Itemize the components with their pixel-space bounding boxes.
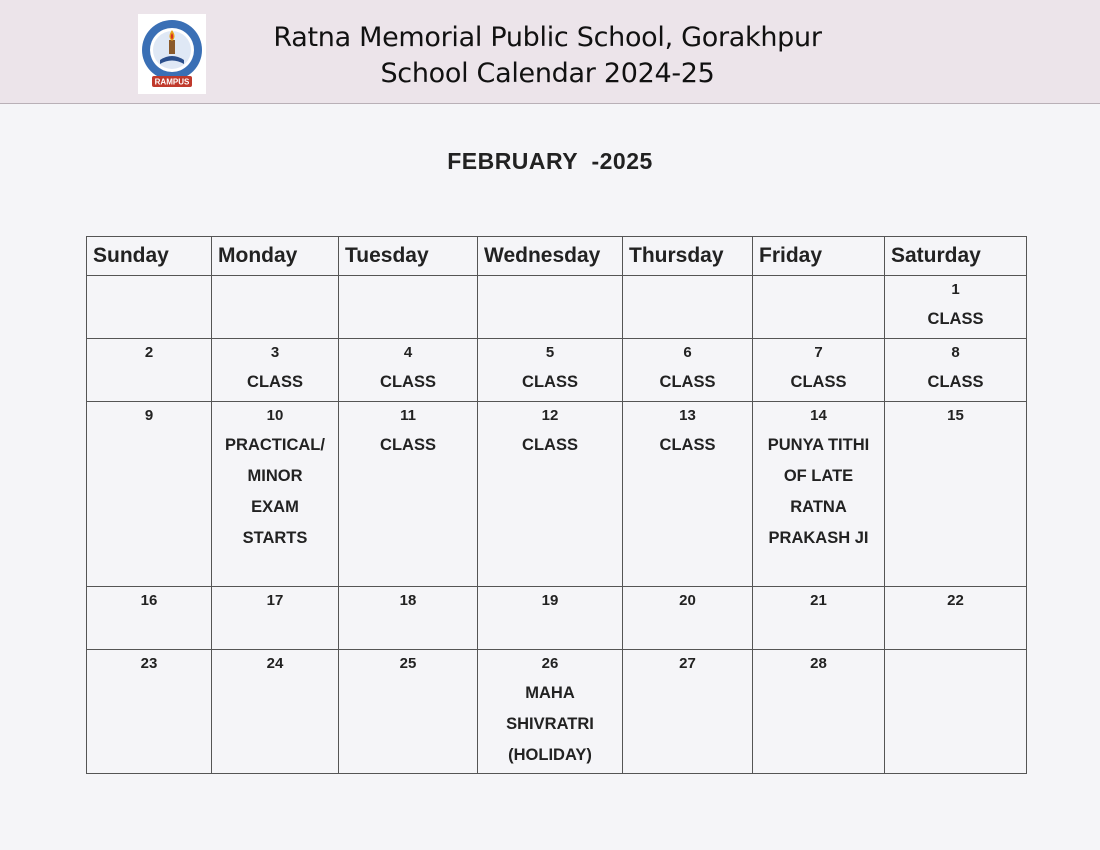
day-event-line: PRACTICAL/ xyxy=(225,436,325,454)
day-number: 22 xyxy=(947,592,964,609)
day-event-line: PUNYA TITHI xyxy=(767,436,870,454)
day-event-line: EXAM xyxy=(251,498,299,516)
calendar-day-cell xyxy=(885,650,1027,774)
day-number: 11 xyxy=(400,407,416,424)
calendar-day-cell xyxy=(623,402,753,587)
day-number: 7 xyxy=(814,344,823,361)
day-number: 6 xyxy=(683,344,692,361)
calendar-day-cell xyxy=(339,650,478,774)
calendar-day-cell xyxy=(623,587,753,650)
day-number: 20 xyxy=(679,592,696,609)
day-event-note xyxy=(623,430,752,461)
day-event-line: SHIVRATRI xyxy=(506,715,594,733)
day-event-line: PRAKASH JI xyxy=(768,529,869,547)
day-number: 1 xyxy=(951,281,960,298)
weekday-monday: Monday xyxy=(212,237,339,276)
calendar-day-cell xyxy=(753,650,885,774)
calendar-day-cell xyxy=(623,276,753,339)
day-event-line: MINOR xyxy=(247,467,303,485)
calendar-day-cell xyxy=(885,339,1027,402)
day-number: 17 xyxy=(266,592,284,609)
day-event-note xyxy=(339,367,477,398)
calendar-day-cell xyxy=(87,587,212,650)
calendar-day-cell xyxy=(885,587,1027,650)
calendar-day-cell xyxy=(753,339,885,402)
day-number: 8 xyxy=(951,344,960,361)
calendar-title: School Calendar 2024-25 xyxy=(380,58,715,89)
calendar-week-row xyxy=(87,276,1027,339)
calendar-week-row xyxy=(87,339,1027,402)
calendar-day-cell xyxy=(87,276,212,339)
day-number: 16 xyxy=(140,592,158,609)
day-number: 4 xyxy=(403,344,413,361)
day-event-note xyxy=(885,304,1026,335)
weekday-header-row xyxy=(87,237,1027,276)
calendar-day-cell xyxy=(623,339,753,402)
day-event-note xyxy=(212,430,338,554)
calendar-day-cell xyxy=(478,587,623,650)
calendar-day-cell xyxy=(885,402,1027,587)
weekday-saturday: Saturday xyxy=(885,237,1027,276)
weekday-thursday: Thursday xyxy=(623,237,753,276)
calendar-week-row xyxy=(87,650,1027,774)
weekday-tuesday: Tuesday xyxy=(339,237,478,276)
day-number: 3 xyxy=(270,344,280,361)
calendar-day-cell xyxy=(753,276,885,339)
calendar-day-cell xyxy=(87,650,212,774)
day-event-line: CLASS xyxy=(659,436,716,454)
header-titles xyxy=(210,20,885,92)
day-number: 24 xyxy=(266,655,284,672)
day-event-line: CLASS xyxy=(659,373,716,391)
calendar-day-cell xyxy=(87,339,212,402)
weekday-sunday: Sunday xyxy=(87,237,212,276)
day-number: 9 xyxy=(144,407,154,424)
day-number: 25 xyxy=(399,655,417,672)
day-number: 28 xyxy=(810,655,827,672)
calendar-day-cell xyxy=(87,402,212,587)
day-event-line: MAHA xyxy=(525,684,575,702)
day-number: 2 xyxy=(144,344,154,361)
day-number: 12 xyxy=(541,407,559,424)
day-number: 27 xyxy=(679,655,696,672)
calendar-day-cell xyxy=(478,402,623,587)
calendar-day-cell xyxy=(478,650,623,774)
day-number: 26 xyxy=(541,655,559,672)
calendar-grid xyxy=(86,236,1027,774)
day-event-line: (HOLIDAY) xyxy=(508,746,592,764)
calendar-day-cell xyxy=(339,587,478,650)
day-event-note xyxy=(212,367,338,398)
day-event-line: OF LATE xyxy=(783,467,854,485)
school-name: Ratna Memorial Public School, Gorakhpur xyxy=(273,22,822,53)
day-event-note xyxy=(478,678,622,771)
calendar-day-cell xyxy=(885,276,1027,339)
calendar-day-cell xyxy=(478,276,623,339)
month-title: FEBRUARY -2025 xyxy=(447,148,653,174)
day-event-line: CLASS xyxy=(927,310,984,328)
day-event-line: CLASS xyxy=(380,436,436,454)
calendar-day-cell xyxy=(753,587,885,650)
day-event-note xyxy=(623,367,752,398)
day-event-note xyxy=(753,367,884,398)
day-event-line: CLASS xyxy=(927,373,984,391)
day-event-note xyxy=(339,430,477,461)
calendar-day-cell xyxy=(478,339,623,402)
day-number: 14 xyxy=(810,407,827,424)
day-event-note xyxy=(478,430,622,461)
day-number: 10 xyxy=(266,407,284,424)
day-event-line: CLASS xyxy=(522,436,578,454)
day-event-line: CLASS xyxy=(790,373,847,391)
day-number: 19 xyxy=(541,592,559,609)
calendar-day-cell xyxy=(339,276,478,339)
day-event-note xyxy=(885,367,1026,398)
day-number: 18 xyxy=(399,592,417,609)
day-number: 23 xyxy=(140,655,158,672)
page-header xyxy=(0,0,1100,104)
day-event-line: STARTS xyxy=(242,529,308,547)
weekday-wednesday: Wednesday xyxy=(478,237,623,276)
day-event-line: CLASS xyxy=(522,373,578,391)
calendar-day-cell xyxy=(212,402,339,587)
day-number: 15 xyxy=(947,407,964,424)
weekday-friday: Friday xyxy=(753,237,885,276)
calendar-day-cell xyxy=(753,402,885,587)
calendar-weeks xyxy=(87,276,1027,774)
school-logo xyxy=(138,14,206,94)
day-number: 13 xyxy=(679,407,696,424)
calendar-day-cell xyxy=(212,587,339,650)
calendar-day-cell xyxy=(212,339,339,402)
calendar-day-cell xyxy=(623,650,753,774)
calendar-week-row xyxy=(87,402,1027,587)
calendar-day-cell xyxy=(339,402,478,587)
calendar-week-row xyxy=(87,587,1027,650)
logo-ribbon-text: RAMPUS xyxy=(154,77,190,87)
calendar-day-cell xyxy=(212,650,339,774)
day-event-note xyxy=(478,367,622,398)
day-number: 21 xyxy=(810,592,827,609)
calendar-day-cell xyxy=(212,276,339,339)
day-event-note xyxy=(753,430,884,554)
calendar-day-cell xyxy=(339,339,478,402)
day-event-line: CLASS xyxy=(380,373,436,391)
day-event-line: RATNA xyxy=(790,498,847,516)
day-number: 5 xyxy=(545,344,555,361)
day-event-line: CLASS xyxy=(247,373,303,391)
